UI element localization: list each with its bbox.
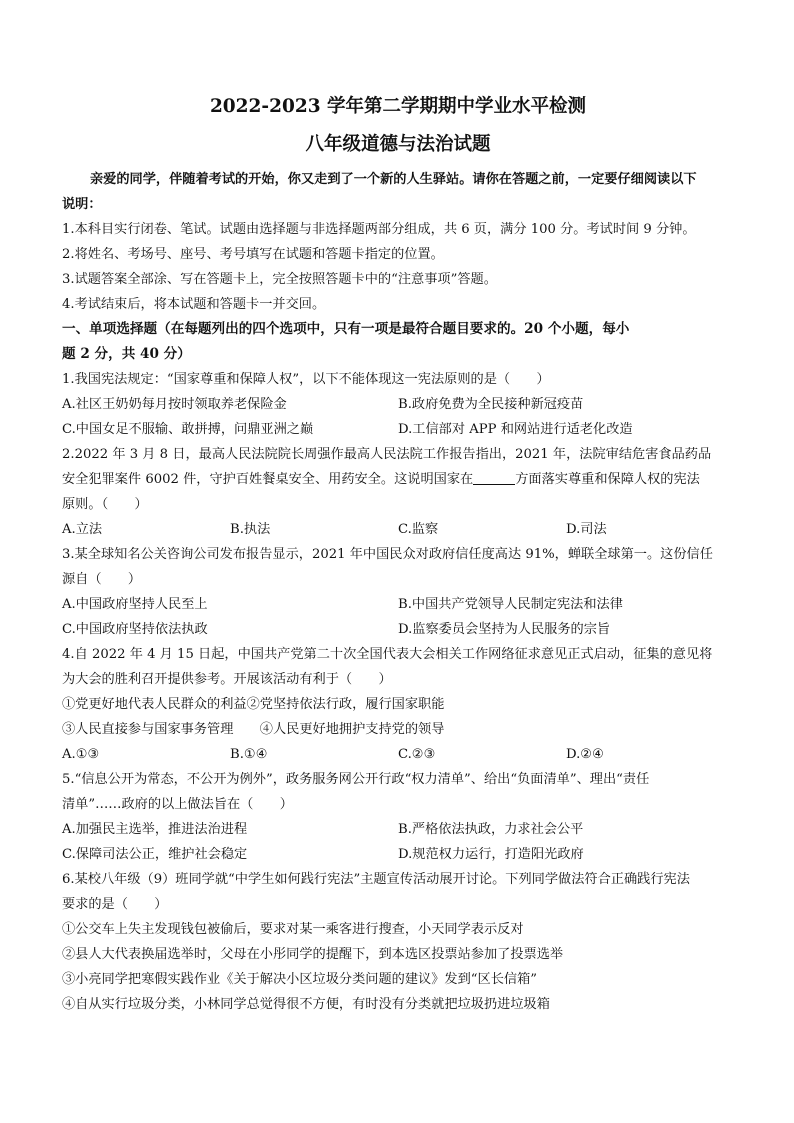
option-c: C.中国政府坚持依法执政 <box>62 622 208 637</box>
options-row <box>62 517 734 542</box>
question-stem: 原则。（ ） <box>62 497 148 512</box>
option-c: C.②③ <box>398 747 436 762</box>
question-stem: 2.2022 年 3 月 8 日，最高人民法院院长周强作最高人民法院工作报告指出，2021 年，法院审结危害食品药品 <box>62 447 712 462</box>
statement-item: ③人民直接参与国家事务管理 ④人民更好地拥护支持党的领导 <box>62 722 445 737</box>
options-row <box>62 592 734 617</box>
question-stem: 4.自 2022 年 4 月 15 日起，中国共产党第二十次全国代表大会相关工作网络征求意见正式启动，征集的意见将 <box>62 647 713 662</box>
option-c: C.中国女足不服输、敢拼搏，问鼎亚洲之巅 <box>62 422 314 437</box>
note-item: 3.试题答案全部涂、写在答题卡上，完全按照答题卡中的“注意事项”答题。 <box>62 272 497 287</box>
section-heading: 题 2 分，共 40 分） <box>62 346 191 362</box>
question-stem: 5.“信息公开为常态，不公开为例外”，政务服务网公开行政“权力清单”、给出“负面清单”、理出“责任 <box>62 772 650 787</box>
option-d: D.规范权力运行，打造阳光政府 <box>398 847 584 862</box>
option-b: B.严格依法执政，力求社会公平 <box>398 822 584 837</box>
intro-line: 亲爱的同学，伴随着考试的开始，你又走到了一个新的人生驿站。请你在答题之前，一定要仔细阅读以下 <box>90 172 697 187</box>
statement-item: ③小亮同学把寒假实践作业《关于解决小区垃圾分类问题的建议》发到“区长信箱” <box>62 972 538 987</box>
options-row <box>62 817 734 842</box>
question-stem: 1.我国宪法规定：“国家尊重和保障人权”，以下不能体现这一宪法原则的是（ ） <box>62 372 550 387</box>
note-item: 1.本科目实行闭卷、笔试。试题由选择题与非选择题两部分组成，共 6 页，满分 100 分。考试时间 9 分钟。 <box>62 222 696 237</box>
option-c: C.保障司法公正，维护社会稳定 <box>62 847 248 862</box>
exam-page <box>62 90 734 1017</box>
question-stem: 要求的是（ ） <box>62 897 168 912</box>
question-stem: 6.某校八年级（9）班同学就“中学生如何践行宪法”主题宣传活动展开讨论。下列同学做法符合正确践行宪法 <box>62 872 690 887</box>
statement-item: ④自从实行垃圾分类，小林同学总觉得很不方便，有时没有分类就把垃圾扔进垃圾箱 <box>62 997 550 1012</box>
option-a: A.加强民主选举，推进法治进程 <box>62 822 248 837</box>
option-b: B.①④ <box>230 747 268 762</box>
option-d: D.监察委员会坚持为人民服务的宗旨 <box>398 622 611 637</box>
exam-title: 2022-2023 学年第二学期期中学业水平检测 <box>209 96 587 117</box>
options-row <box>62 842 734 867</box>
options-row <box>62 417 734 442</box>
option-a: A.中国政府坚持人民至上 <box>62 597 208 612</box>
options-row <box>62 742 734 767</box>
option-b: B.政府免费为全民接种新冠疫苗 <box>398 397 584 412</box>
option-c: C.监察 <box>398 522 439 537</box>
note-item: 4.考试结束后，将本试题和答题卡一并交回。 <box>62 297 326 312</box>
stem-text: 方面落实尊重和保障人权的宪法 <box>515 472 700 487</box>
option-a: A.立法 <box>62 522 103 537</box>
stem-text: 安全犯罪案件 6002 件，守护百姓餐桌安全、用药安全。这说明国家在 <box>62 472 474 487</box>
option-d: D.司法 <box>566 522 607 537</box>
statement-item: ①公交车上失主发现钱包被偷后，要求对某一乘客进行搜查，小天同学表示反对 <box>62 922 524 937</box>
options-row <box>62 617 734 642</box>
question-stem: 3.某全球知名公关咨询公司发布报告显示，2021 年中国民众对政府信任度高达 91%，蝉联全球第一。这份信任 <box>62 547 713 562</box>
section-heading: 一、单项选择题（在每题列出的四个选项中，只有一项是最符合题目要求的。20 个小题，每小 <box>62 321 630 337</box>
option-a: A.①③ <box>62 747 100 762</box>
options-row <box>62 392 734 417</box>
question-stem: 源自（ ） <box>62 572 142 587</box>
option-d: D.工信部对 APP 和网站进行适老化改造 <box>398 422 633 437</box>
option-b: B.执法 <box>230 522 271 537</box>
exam-subtitle: 八年级道德与法治试题 <box>305 134 491 155</box>
statement-item: ①党更好地代表人民群众的利益②党坚持依法行政，履行国家职能 <box>62 697 445 712</box>
question-stem: 为大会的胜利召开提供参考。开展该活动有利于（ ） <box>62 672 392 687</box>
question-stem: 清单”……政府的以上做法旨在（ ） <box>62 797 293 812</box>
question-stem <box>62 467 734 492</box>
answer-blank <box>473 470 515 485</box>
option-b: B.中国共产党领导人民制定宪法和法律 <box>398 597 623 612</box>
note-item: 2.将姓名、考场号、座号、考号填写在试题和答题卡指定的位置。 <box>62 247 444 262</box>
option-a: A.社区王奶奶每月按时领取养老保险金 <box>62 397 287 412</box>
intro-line: 说明： <box>62 197 102 212</box>
statement-item: ②县人大代表换届选举时，父母在小彤同学的提醒下，到本选区投票站参加了投票选举 <box>62 947 564 962</box>
option-d: D.②④ <box>566 747 604 762</box>
